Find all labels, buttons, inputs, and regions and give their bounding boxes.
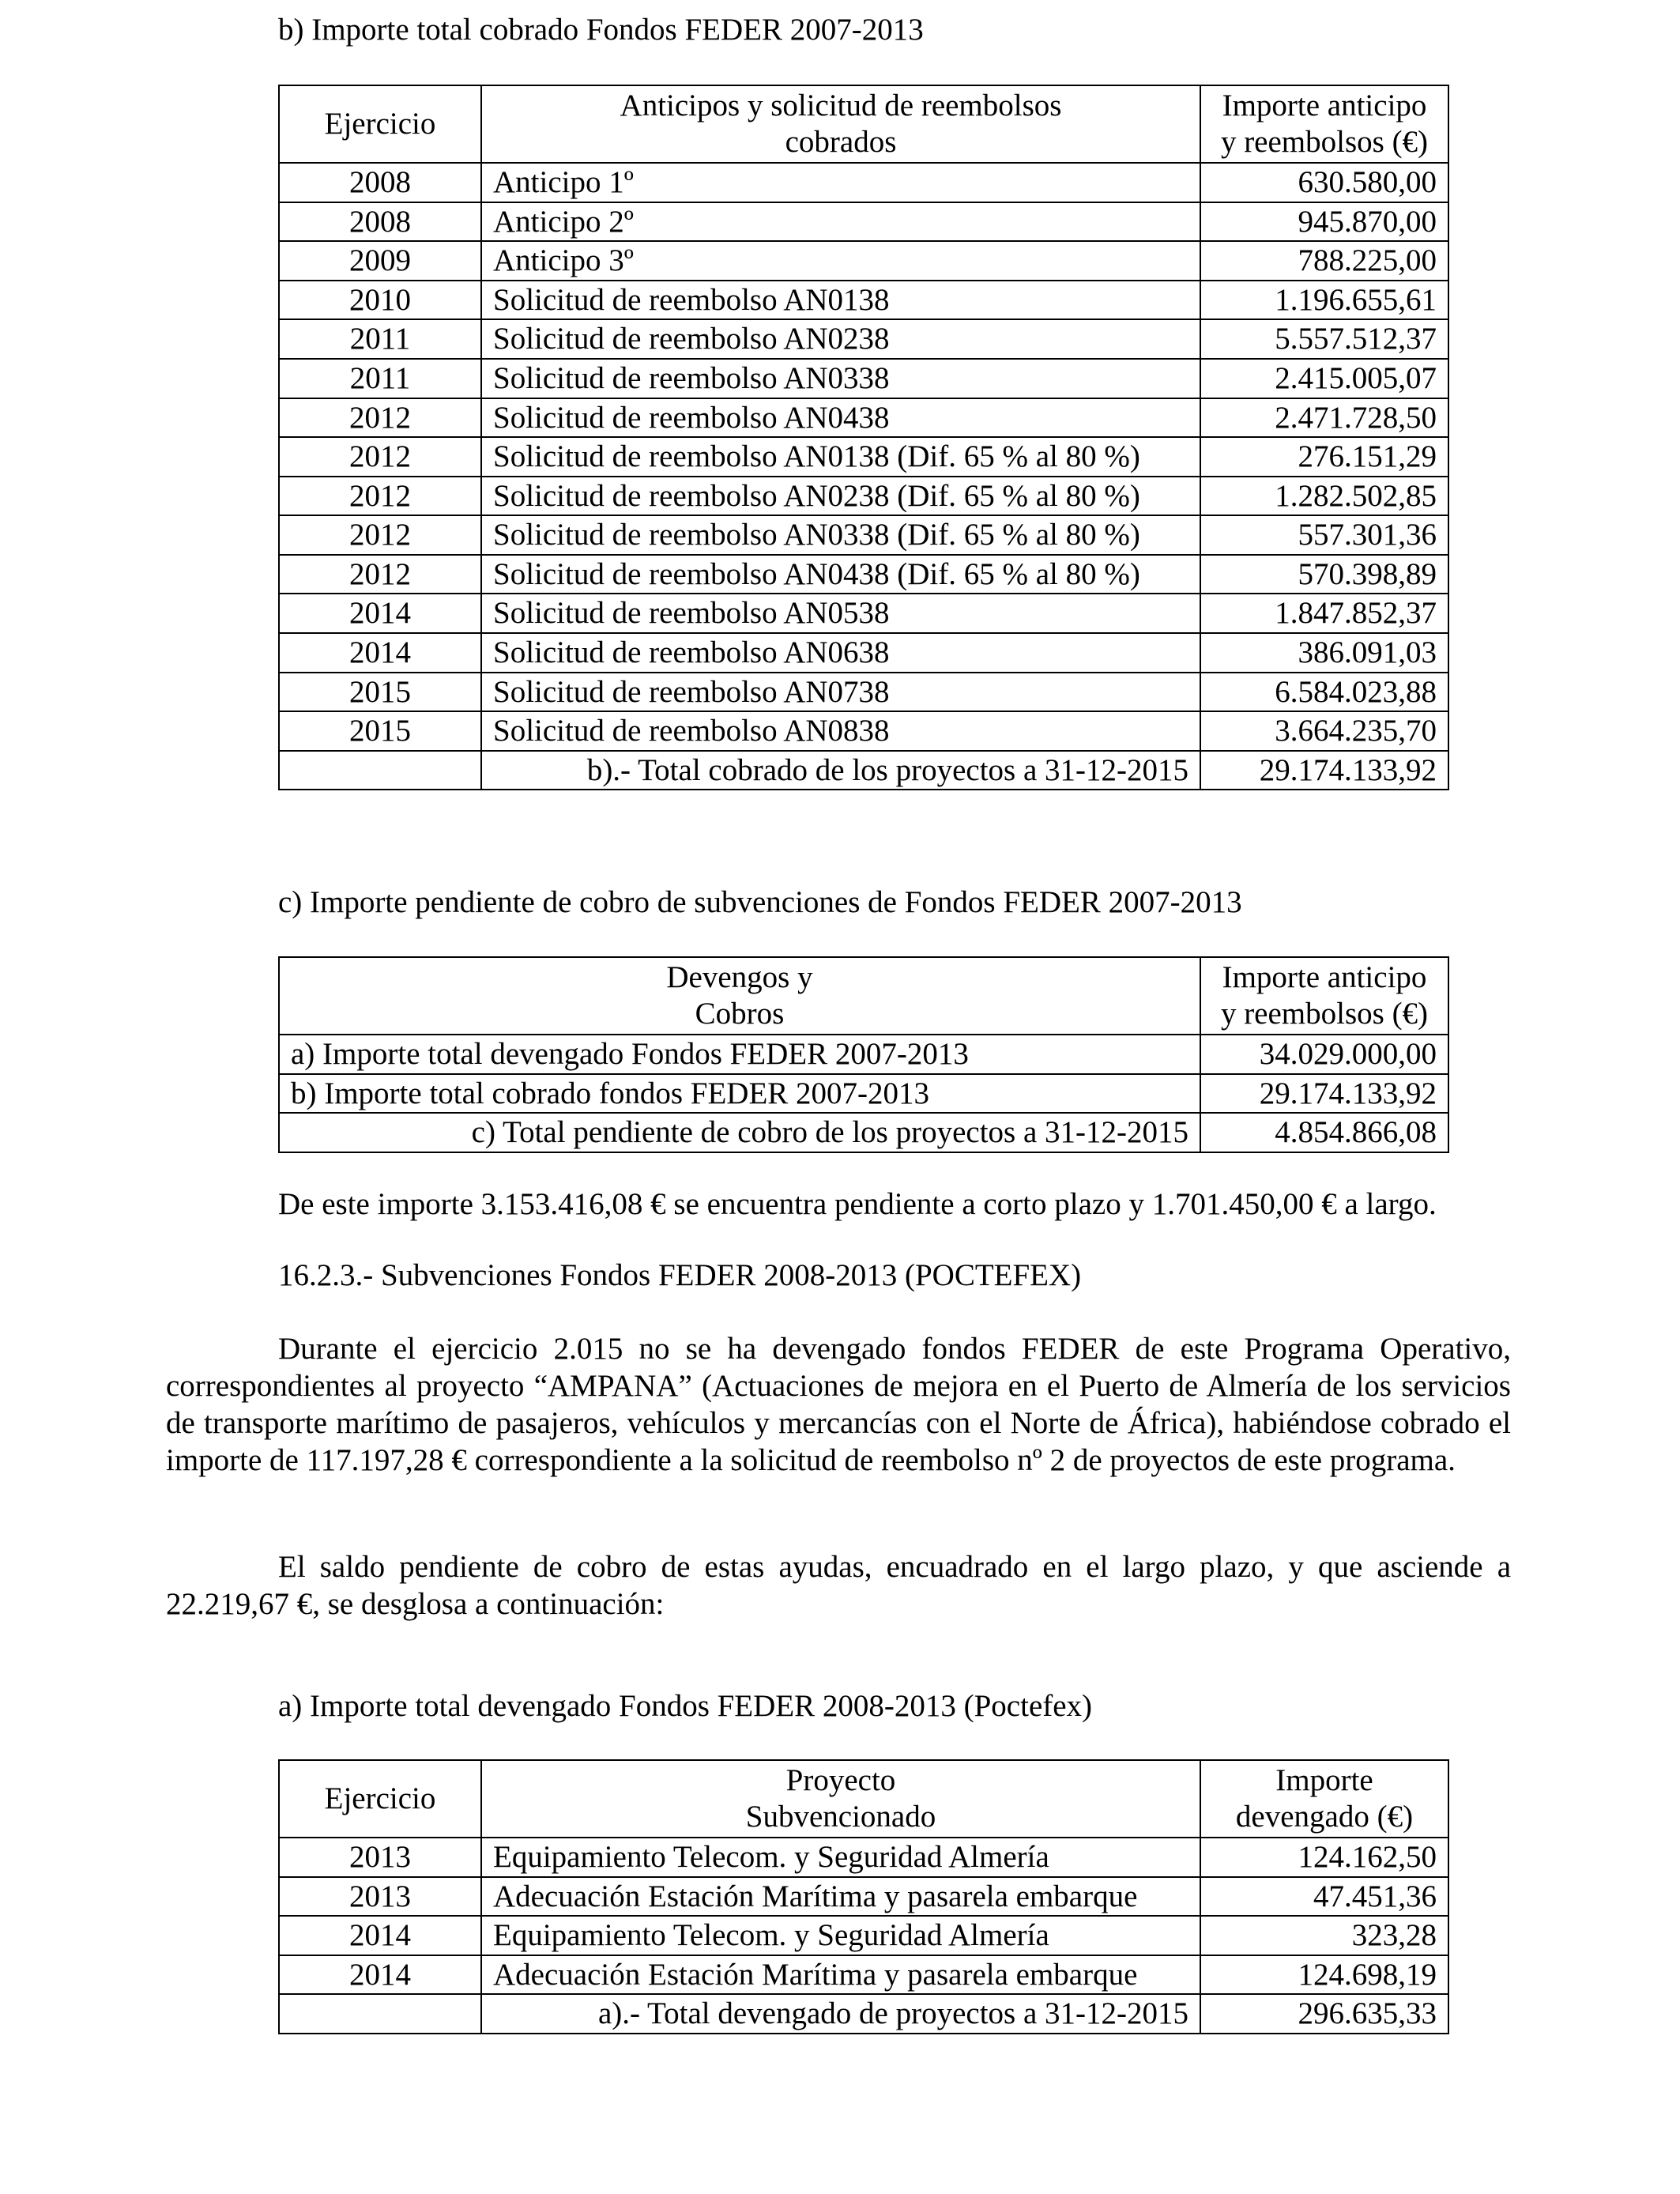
cell-year: 2011 bbox=[279, 319, 481, 359]
table-row bbox=[279, 202, 1448, 242]
cell-year: 2012 bbox=[279, 437, 481, 477]
table-row bbox=[279, 594, 1448, 633]
cell-amount: 323,28 bbox=[1200, 1916, 1448, 1955]
table-row bbox=[279, 515, 1448, 555]
cell-amount: 557.301,36 bbox=[1200, 515, 1448, 555]
table-row bbox=[279, 163, 1448, 202]
header-concept-line2: cobrados bbox=[785, 125, 897, 160]
header-amount bbox=[1200, 85, 1448, 163]
table-header-row bbox=[279, 85, 1448, 163]
cell-year: 2014 bbox=[279, 594, 481, 633]
section-a-poctefex-title: a) Importe total devengado Fondos FEDER 2008-2013 (Poctefex) bbox=[278, 1689, 1093, 1723]
total-amount: 29.174.133,92 bbox=[1200, 751, 1448, 790]
header-amount-line2: devengado (€) bbox=[1235, 1800, 1414, 1834]
total-amount: 296.635,33 bbox=[1200, 1994, 1448, 2034]
cell-amount: 2.415.005,07 bbox=[1200, 359, 1448, 398]
cell-concept: b) Importe total cobrado fondos FEDER 2007-2013 bbox=[279, 1074, 1200, 1114]
cell-amount: 788.225,00 bbox=[1200, 241, 1448, 281]
table-row bbox=[279, 1838, 1448, 1877]
header-concept bbox=[481, 85, 1200, 163]
table-row bbox=[279, 359, 1448, 398]
cell-amount: 1.282.502,85 bbox=[1200, 477, 1448, 516]
accrued-poctefex-table-body bbox=[279, 1838, 1448, 1994]
paragraph-ampana: Durante el ejercicio 2.015 no se ha devengado fondos FEDER de este Programa Operativo, correspondientes al proyecto “AMPANA” (Actuaciones de mejora en el Puerto de Almería de los servicios de transporte marítimo de pasajeros, vehículos y mercancías con el Norte de África), habiéndose cobrado el importe de 117.197,28 € correspondiente a la solicitud de reembolso nº 2 de proyectos de este programa. bbox=[166, 1332, 1511, 1477]
cell-year: 2008 bbox=[279, 163, 481, 202]
cell-concept: Solicitud de reembolso AN0738 bbox=[481, 673, 1200, 712]
cell-concept: Solicitud de reembolso AN0838 bbox=[481, 711, 1200, 751]
total-row bbox=[279, 1994, 1448, 2034]
cell-concept: Solicitud de reembolso AN0338 bbox=[481, 359, 1200, 398]
header-project bbox=[481, 1760, 1200, 1838]
cell-concept: Solicitud de reembolso AN0438 bbox=[481, 398, 1200, 438]
cell-project: Equipamiento Telecom. y Seguridad Almería bbox=[481, 1838, 1200, 1877]
cell-concept: Solicitud de reembolso AN0438 (Dif. 65 % al 80 %) bbox=[481, 555, 1200, 594]
table-row bbox=[279, 1916, 1448, 1955]
cell-concept: Solicitud de reembolso AN0138 (Dif. 65 % al 80 %) bbox=[481, 437, 1200, 477]
table-row bbox=[279, 1074, 1448, 1114]
cell-concept: Anticipo 2º bbox=[481, 202, 1200, 242]
header-year: Ejercicio bbox=[279, 85, 481, 163]
table-row bbox=[279, 673, 1448, 712]
cell-amount: 1.196.655,61 bbox=[1200, 281, 1448, 320]
section-b-title: b) Importe total cobrado Fondos FEDER 2007-2013 bbox=[278, 13, 924, 47]
cell-amount: 29.174.133,92 bbox=[1200, 1074, 1448, 1114]
header-concept-line2: Cobros bbox=[695, 997, 785, 1031]
table-row bbox=[279, 555, 1448, 594]
pending-note: De este importe 3.153.416,08 € se encuentra pendiente a corto plazo y 1.701.450,00 € a largo. bbox=[278, 1187, 1437, 1221]
collected-table-body bbox=[279, 163, 1448, 751]
table-row bbox=[279, 398, 1448, 438]
cell-project: Equipamiento Telecom. y Seguridad Almería bbox=[481, 1916, 1200, 1955]
cell-year: 2013 bbox=[279, 1838, 481, 1877]
collected-table bbox=[278, 85, 1449, 790]
table-row bbox=[279, 437, 1448, 477]
total-empty-cell bbox=[279, 751, 481, 790]
cell-amount: 1.847.852,37 bbox=[1200, 594, 1448, 633]
total-row bbox=[279, 1113, 1448, 1152]
cell-year: 2014 bbox=[279, 1955, 481, 1995]
header-amount-line2: y reembolsos (€) bbox=[1220, 997, 1429, 1031]
cell-amount: 276.151,29 bbox=[1200, 437, 1448, 477]
table-row bbox=[279, 281, 1448, 320]
cell-concept: Solicitud de reembolso AN0238 bbox=[481, 319, 1200, 359]
cell-year: 2013 bbox=[279, 1877, 481, 1917]
cell-project: Adecuación Estación Marítima y pasarela embarque bbox=[481, 1877, 1200, 1917]
cell-year: 2014 bbox=[279, 1916, 481, 1955]
header-amount-line2: y reembolsos (€) bbox=[1220, 125, 1429, 160]
cell-amount: 124.698,19 bbox=[1200, 1955, 1448, 1995]
table-row bbox=[279, 711, 1448, 751]
cell-year: 2015 bbox=[279, 673, 481, 712]
cell-year: 2009 bbox=[279, 241, 481, 281]
cell-year: 2012 bbox=[279, 398, 481, 438]
header-project-line2: Subvencionado bbox=[745, 1800, 936, 1834]
table-row bbox=[279, 477, 1448, 516]
cell-amount: 47.451,36 bbox=[1200, 1877, 1448, 1917]
cell-concept: Anticipo 3º bbox=[481, 241, 1200, 281]
cell-concept: a) Importe total devengado Fondos FEDER 2007-2013 bbox=[279, 1035, 1200, 1074]
cell-year: 2012 bbox=[279, 477, 481, 516]
cell-year: 2014 bbox=[279, 633, 481, 673]
total-label: a).- Total devengado de proyectos a 31-12-2015 bbox=[481, 1994, 1200, 2034]
paragraph-balance: El saldo pendiente de cobro de estas ayudas, encuadrado en el largo plazo, y que asciende a 22.219,67 €, se desglosa a continuación: bbox=[166, 1550, 1511, 1621]
cell-concept: Solicitud de reembolso AN0538 bbox=[481, 594, 1200, 633]
header-project-line1: Proyecto bbox=[785, 1763, 896, 1797]
cell-amount: 386.091,03 bbox=[1200, 633, 1448, 673]
table-header-row bbox=[279, 1760, 1448, 1838]
cell-year: 2010 bbox=[279, 281, 481, 320]
cell-year: 2011 bbox=[279, 359, 481, 398]
table-row bbox=[279, 241, 1448, 281]
header-amount bbox=[1200, 1760, 1448, 1838]
header-year: Ejercicio bbox=[279, 1760, 481, 1838]
total-label: b).- Total cobrado de los proyectos a 31-12-2015 bbox=[481, 751, 1200, 790]
cell-amount: 3.664.235,70 bbox=[1200, 711, 1448, 751]
total-empty-cell bbox=[279, 1994, 481, 2034]
header-concept bbox=[279, 957, 1200, 1035]
header-amount-line1: Importe bbox=[1275, 1763, 1373, 1797]
accrued-poctefex-table bbox=[278, 1759, 1449, 2034]
table-row bbox=[279, 1955, 1448, 1995]
cell-amount: 124.162,50 bbox=[1200, 1838, 1448, 1877]
cell-amount: 2.471.728,50 bbox=[1200, 398, 1448, 438]
table-row bbox=[279, 1035, 1448, 1074]
cell-amount: 5.557.512,37 bbox=[1200, 319, 1448, 359]
cell-year: 2012 bbox=[279, 555, 481, 594]
pending-table-body bbox=[279, 1035, 1448, 1113]
cell-amount: 945.870,00 bbox=[1200, 202, 1448, 242]
total-amount: 4.854.866,08 bbox=[1200, 1113, 1448, 1152]
cell-year: 2015 bbox=[279, 711, 481, 751]
cell-year: 2012 bbox=[279, 515, 481, 555]
header-concept-line1: Anticipos y solicitud de reembolsos bbox=[620, 89, 1062, 123]
cell-concept: Solicitud de reembolso AN0138 bbox=[481, 281, 1200, 320]
header-amount bbox=[1200, 957, 1448, 1035]
cell-concept: Anticipo 1º bbox=[481, 163, 1200, 202]
header-amount-line1: Importe anticipo bbox=[1222, 960, 1427, 994]
total-label: c) Total pendiente de cobro de los proyectos a 31-12-2015 bbox=[279, 1113, 1200, 1152]
cell-amount: 570.398,89 bbox=[1200, 555, 1448, 594]
table-row bbox=[279, 1877, 1448, 1917]
cell-year: 2008 bbox=[279, 202, 481, 242]
cell-concept: Solicitud de reembolso AN0238 (Dif. 65 % al 80 %) bbox=[481, 477, 1200, 516]
total-row bbox=[279, 751, 1448, 790]
header-amount-line1: Importe anticipo bbox=[1222, 89, 1427, 123]
cell-concept: Solicitud de reembolso AN0638 bbox=[481, 633, 1200, 673]
subsection-heading: 16.2.3.- Subvenciones Fondos FEDER 2008-2013 (POCTEFEX) bbox=[278, 1258, 1082, 1292]
table-row bbox=[279, 633, 1448, 673]
cell-amount: 630.580,00 bbox=[1200, 163, 1448, 202]
table-header-row bbox=[279, 957, 1448, 1035]
section-c-title: c) Importe pendiente de cobro de subvenciones de Fondos FEDER 2007-2013 bbox=[278, 885, 1242, 919]
cell-concept: Solicitud de reembolso AN0338 (Dif. 65 % al 80 %) bbox=[481, 515, 1200, 555]
pending-table bbox=[278, 956, 1449, 1153]
cell-amount: 34.029.000,00 bbox=[1200, 1035, 1448, 1074]
table-row bbox=[279, 319, 1448, 359]
cell-project: Adecuación Estación Marítima y pasarela embarque bbox=[481, 1955, 1200, 1995]
header-concept-line1: Devengos y bbox=[666, 960, 813, 994]
cell-amount: 6.584.023,88 bbox=[1200, 673, 1448, 712]
